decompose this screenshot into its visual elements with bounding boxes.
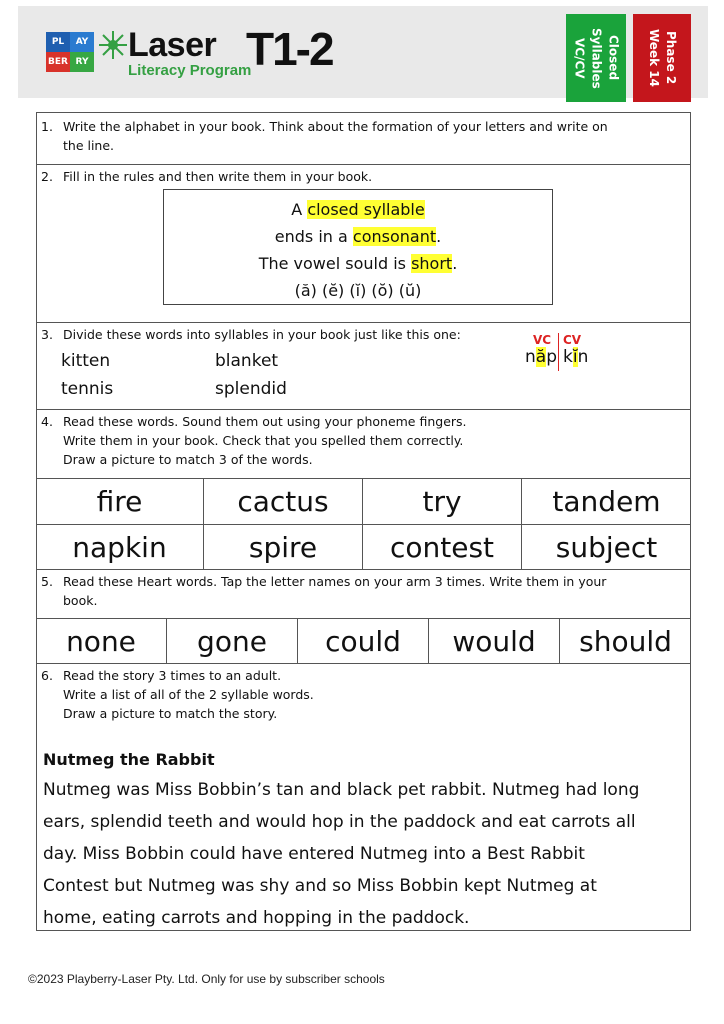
heart-word-cell: would	[429, 619, 560, 664]
heart-word-cell: none	[36, 619, 167, 664]
logo-piece: BER	[46, 52, 70, 72]
highlight-closed-syllable: closed syllable	[307, 200, 425, 219]
story-line: home, eating carrots and hopping in the paddock.	[43, 908, 470, 928]
word-cell: tandem	[552, 485, 661, 518]
word: splendid	[215, 379, 287, 399]
cv-label: CV	[563, 333, 582, 347]
instruction-2: 2. Fill in the rules and then write them in your book.	[41, 169, 373, 184]
word-cell: contest	[363, 525, 522, 570]
instruction-1: 1. Write the alphabet in your book. Think about the formation of your letters and write on the line.	[41, 119, 608, 153]
level-title: T1-2	[246, 23, 333, 75]
heart-word-row	[36, 618, 691, 664]
story-body	[43, 774, 683, 934]
copyright-footer: ©2023 Playberry-Laser Pty. Ltd. Only for use by subscriber schools	[28, 972, 385, 986]
rules-box: A closed syllable ends in a consonant. The vowel sould is short. (ă) (ĕ) (ĭ) (ŏ) (ŭ)	[163, 189, 553, 305]
short-vowels: (ă) (ĕ) (ĭ) (ŏ) (ŭ)	[294, 281, 422, 300]
heart-word-cell: should	[579, 625, 672, 658]
phase-line: Phase 2	[664, 31, 678, 85]
topic-line: Closed	[606, 35, 621, 81]
logo-piece: AY	[70, 32, 94, 52]
word: blanket	[215, 351, 279, 371]
instruction-3: 3. Divide these words into syllables in your book just like this one:	[41, 327, 461, 342]
story-line: day. Miss Bobbin could have entered Nutmeg into a Best Rabbit	[43, 844, 585, 864]
phase-tab	[633, 14, 691, 102]
highlight-short: short	[411, 254, 453, 273]
word-cell: cactus	[204, 479, 363, 524]
logo-piece: RY	[70, 52, 94, 72]
story-line: ears, splendid teeth and would hop in the paddock and eat carrots all	[43, 812, 636, 832]
word-cell: napkin	[36, 525, 204, 570]
word: tennis	[61, 379, 114, 399]
section-3	[36, 322, 691, 409]
section-1	[36, 112, 691, 164]
playberry-logo	[46, 32, 94, 72]
page-header	[18, 6, 708, 98]
topic-line: VC/CV	[572, 37, 587, 79]
instruction-4: 4. Read these words. Sound them out using your phoneme fingers. Write them in your book. Check that you spelled them correctly. Draw a picture to match 3 of the words.	[41, 414, 467, 467]
story-line: Nutmeg was Miss Bobbin’s tan and black pet rabbit. Nutmeg had long	[43, 780, 640, 800]
story-line: Contest but Nutmeg was shy and so Miss Bobbin kept Nutmeg at	[43, 876, 597, 896]
laser-burst-icon	[98, 30, 128, 60]
section-5	[36, 569, 691, 663]
brand-name: Laser	[128, 26, 217, 64]
example-word: năp kĭn	[525, 347, 589, 367]
word-row-2	[36, 524, 691, 570]
vc-label: VC	[533, 333, 552, 347]
word-row-1	[36, 478, 691, 524]
word-cell: subject	[555, 531, 658, 564]
heart-word-cell: gone	[167, 619, 298, 664]
story-title: Nutmeg the Rabbit	[43, 750, 215, 769]
syllable-words	[61, 347, 287, 403]
word-cell: try	[363, 479, 522, 524]
section-4	[36, 409, 691, 569]
heart-word-cell: could	[298, 619, 429, 664]
brand-tagline: Literacy Program	[128, 62, 252, 79]
word-cell: fire	[36, 479, 204, 524]
section-6	[36, 663, 691, 931]
section-2	[36, 164, 691, 322]
highlight-consonant: consonant	[352, 227, 437, 246]
word: kitten	[61, 351, 111, 371]
topic-line: Syllables	[589, 27, 604, 89]
instruction-6: 6. Read the story 3 times to an adult. Write a list of all of the 2 syllable words. Draw a picture to match the story.	[41, 668, 314, 721]
logo-piece: PL	[46, 32, 70, 52]
example-napkin	[523, 331, 603, 375]
word-cell: spire	[204, 525, 363, 570]
phase-line: Week 14	[647, 29, 661, 87]
topic-tab	[566, 14, 626, 102]
instruction-5: 5. Read these Heart words. Tap the letter names on your arm 3 times. Write them in your book.	[41, 574, 607, 608]
